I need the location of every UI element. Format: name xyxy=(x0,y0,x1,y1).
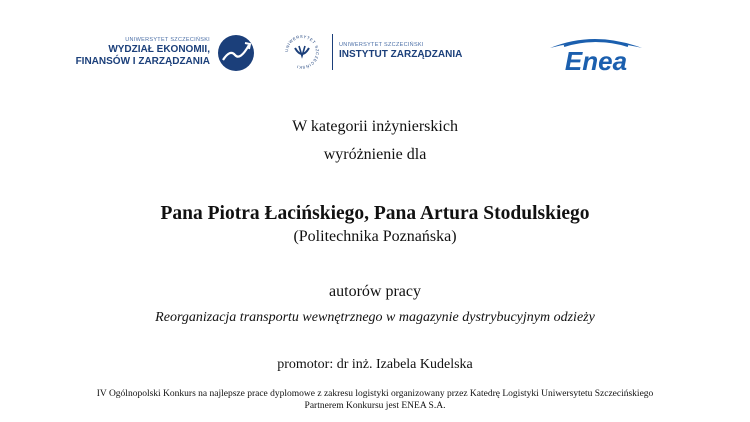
logo-header xyxy=(0,0,750,100)
award-text: wyróżnienie dla xyxy=(323,146,427,163)
wydzial-logo-line2: FINANSÓW I ZARZĄDZANIA xyxy=(75,56,210,67)
footer-line-1: IV Ogólnopolski Konkurs na najlepsze prace dyplomowe z zakresu logistyki organizowany przez Katedrę Logistyki Uniwersytetu Szczecińskiego xyxy=(96,389,654,399)
recipients-heading: Pana Piotra Łacińskiego, Pana Artura Stodulskiego xyxy=(160,203,590,224)
wydzial-logo-line1: WYDZIAŁ EKONOMII, xyxy=(108,44,210,55)
wydzial-mark-icon xyxy=(218,35,254,71)
wydzial-logo xyxy=(74,33,254,73)
footer-line-2: Partnerem Konkursu jest ENEA S.A. xyxy=(304,401,446,411)
instytut-logo-big: INSTYTUT ZARZĄDZANIA xyxy=(339,49,463,60)
authors-label: autorów pracy xyxy=(329,283,421,300)
thesis-title: Reorganizacja transportu wewnętrznego w magazynie dystrybucyjnym odzieży xyxy=(155,310,595,325)
promotor-text: promotor: dr inż. Izabela Kudelska xyxy=(277,357,473,372)
svg-text:UNIWERSYTET SZCZECIŃSKI: UNIWERSYTET SZCZECIŃSKI xyxy=(283,33,321,71)
instytut-logo xyxy=(280,30,480,74)
wydzial-logo-text xyxy=(76,37,210,68)
institution-text: (Politechnika Poznańska) xyxy=(293,228,457,245)
enea-logo xyxy=(544,34,648,74)
instytut-logo-text xyxy=(339,41,462,61)
university-seal-icon xyxy=(280,30,324,74)
enea-wordmark: Enea xyxy=(564,46,628,74)
instytut-logo-small: UNIWERSYTET SZCZECIŃSKI xyxy=(339,42,424,48)
instytut-divider xyxy=(332,34,333,70)
category-text: W kategorii inżynierskich xyxy=(292,118,458,135)
wydzial-logo-small: UNIWERSYTET SZCZECIŃSKI xyxy=(125,37,210,43)
